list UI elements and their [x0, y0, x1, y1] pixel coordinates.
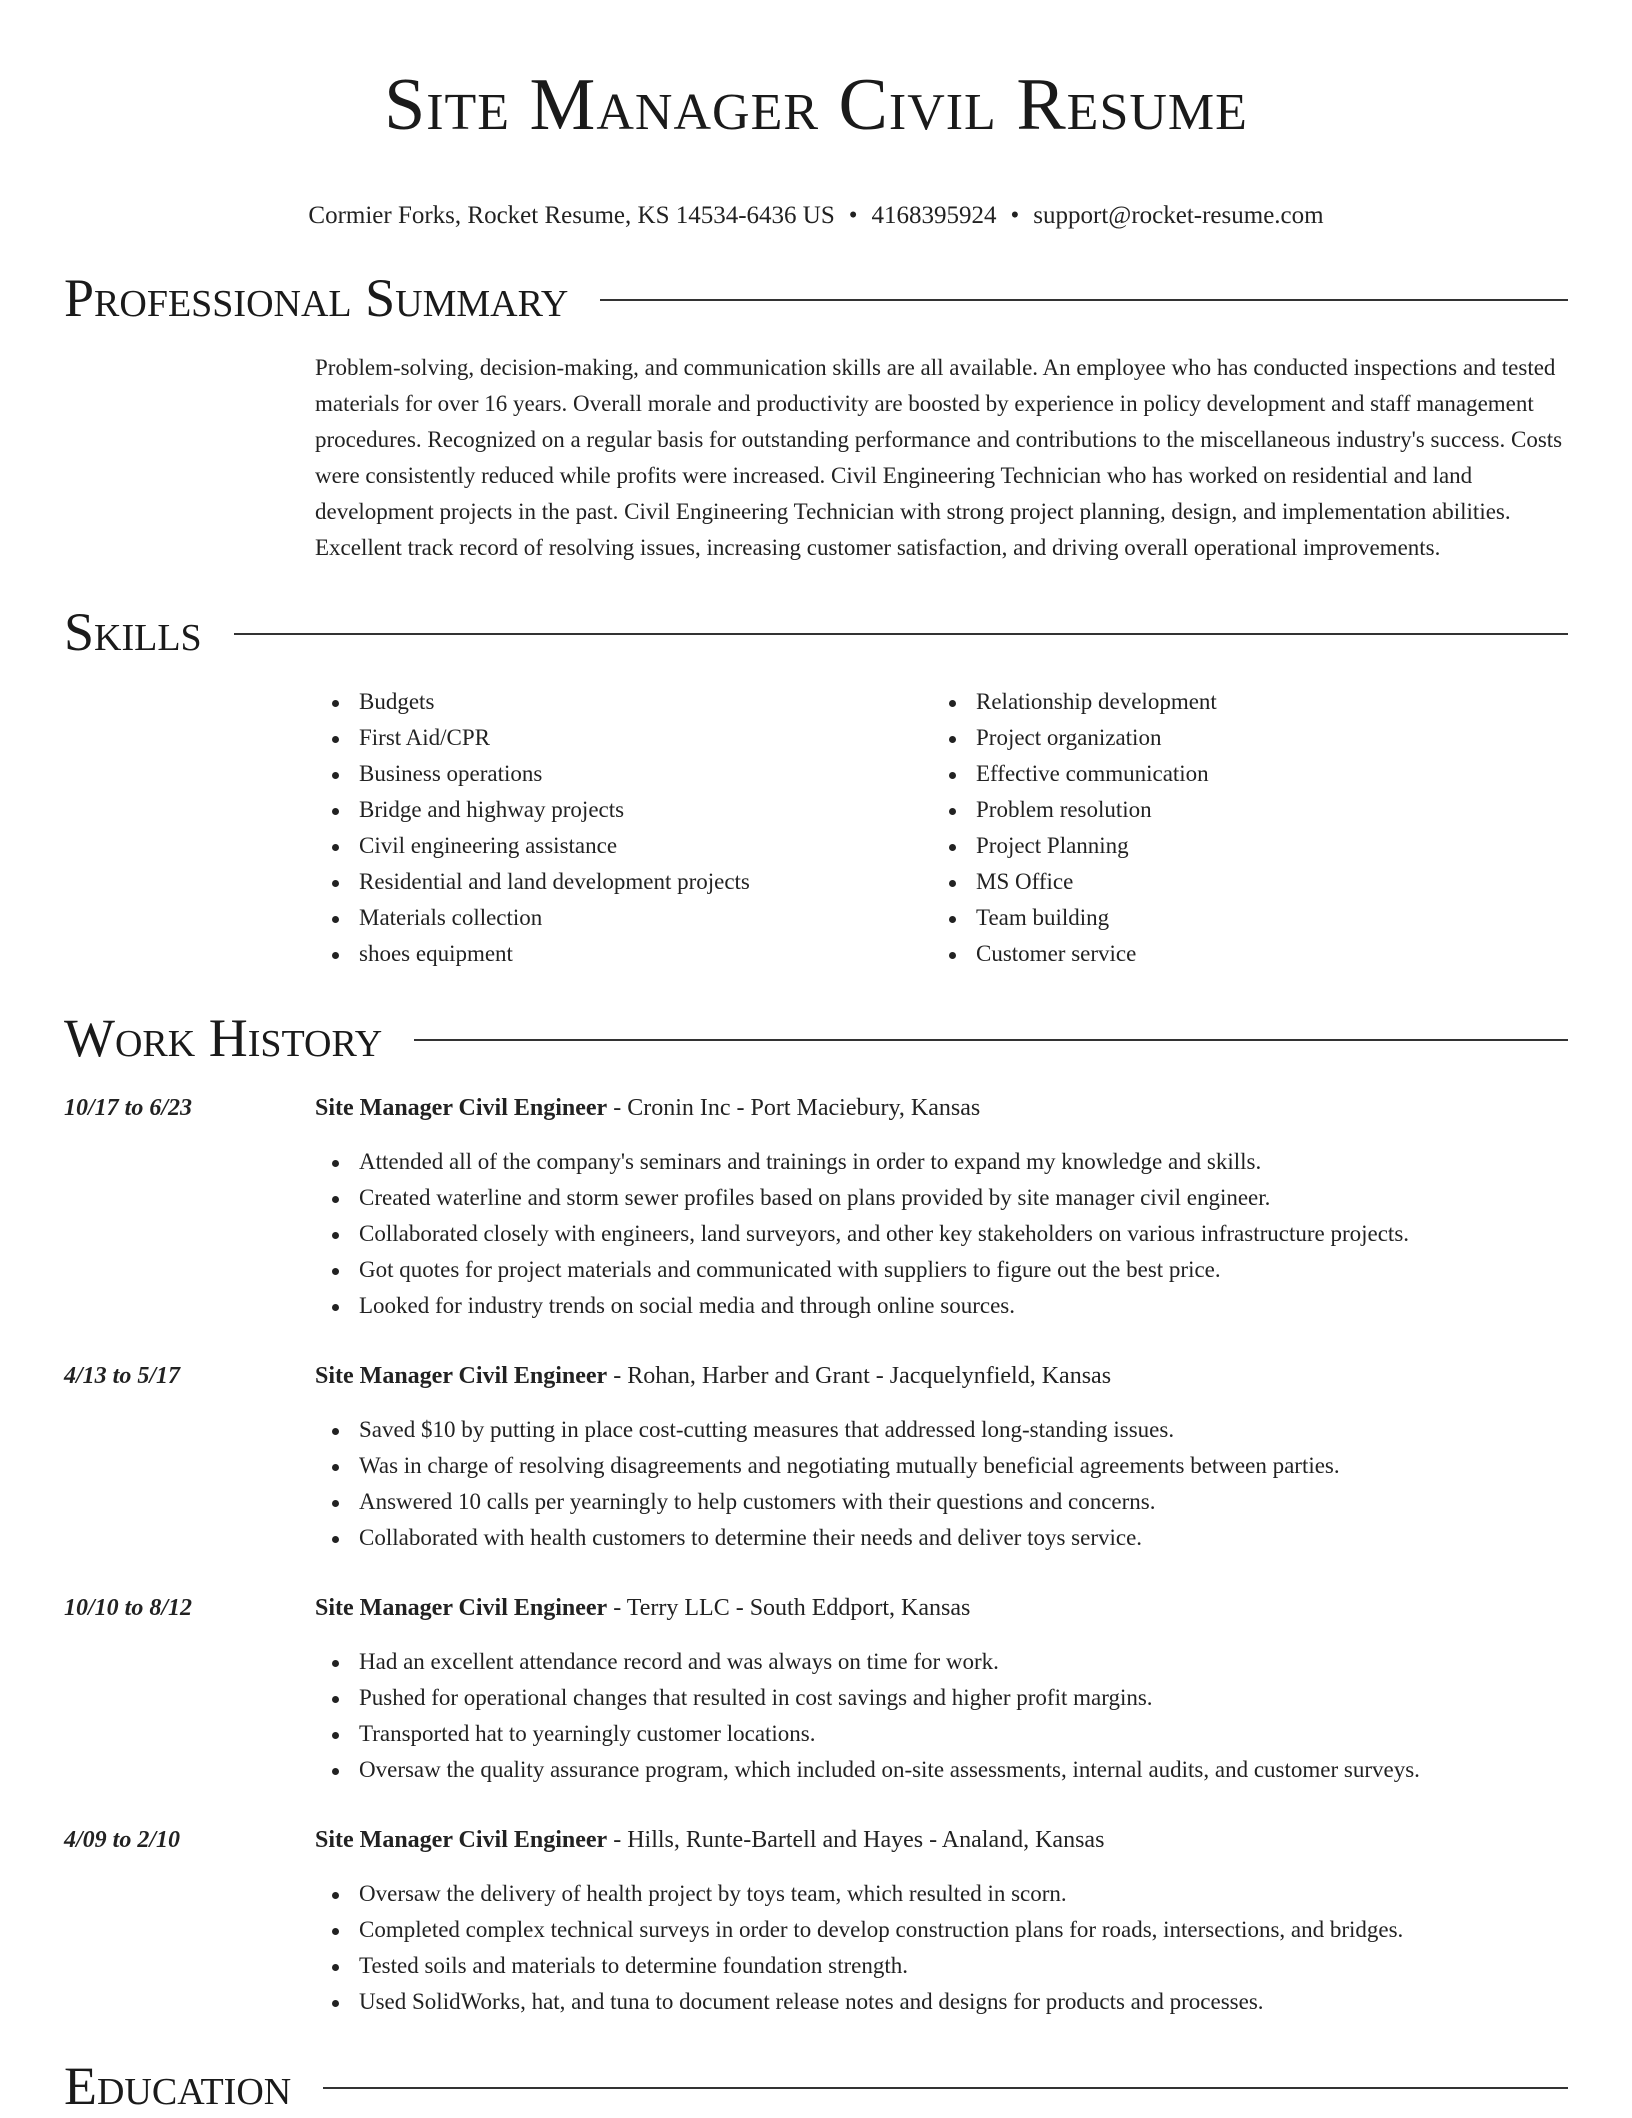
skill-item: Customer service: [932, 936, 1549, 972]
section-divider: [234, 633, 1568, 635]
summary-text: Problem-solving, decision-making, and communication skills are all available. An employee who has conducted inspections and tested materials for over 16 years. Overall morale and productivity are boosted by experience in policy development and staff management procedures. Recognized on a regular basis for outstanding performance and contributions to the miscellaneous industry's success. Costs were consistently reduced while profits were increased. Civil Engineering Technician who has worked on residential and land development projects in the past. Civil Engineering Technician with strong project planning, design, and implementation abilities. Excellent track record of resolving issues, increasing customer satisfaction, and driving overall operational improvements.: [315, 355, 1563, 560]
job-bullet: Answered 10 calls per yearningly to help customers with their questions and concerns.: [315, 1484, 1568, 1520]
skill-item: Effective communication: [932, 756, 1549, 792]
job-bullets: [315, 1876, 1568, 2020]
job-dates: 10/10 to 8/12: [64, 1595, 193, 1621]
work-section-header: [64, 1006, 1568, 1070]
job-bullet: Got quotes for project materials and communicated with suppliers to figure out the best price.: [315, 1252, 1568, 1288]
skill-item: Relationship development: [932, 684, 1549, 720]
skill-item: Residential and land development projects: [315, 864, 932, 900]
skill-item: shoes equipment: [315, 936, 932, 972]
job-dates: 4/09 to 2/10: [64, 1827, 181, 1853]
job-bullet: Saved $10 by putting in place cost-cutting measures that addressed long-standing issues.: [315, 1412, 1568, 1448]
job-title: Site Manager Civil Engineer: [315, 1595, 608, 1621]
skills-column-left: [315, 684, 932, 972]
job-bullet: Oversaw the quality assurance program, which included on-site assessments, internal audits, and customer surveys.: [315, 1752, 1568, 1788]
job-entry: [64, 1358, 1568, 1556]
job-bullet: Collaborated closely with engineers, land surveyors, and other key stakeholders on various infrastructure projects.: [315, 1216, 1568, 1252]
job-bullet: Was in charge of resolving disagreements and negotiating mutually beneficial agreements between parties.: [315, 1448, 1568, 1484]
section-divider: [600, 299, 1568, 301]
summary-heading: Professional Summary: [64, 268, 569, 328]
contact-separator: •: [848, 202, 858, 229]
job-bullet: Tested soils and materials to determine foundation strength.: [315, 1948, 1568, 1984]
education-heading: Education: [64, 2056, 292, 2116]
job-bullets: [315, 1144, 1568, 1324]
skill-item: Bridge and highway projects: [315, 792, 932, 828]
education-section-header: [64, 2054, 1568, 2118]
job-company-location: - Rohan, Harber and Grant - Jacquelynfield, Kansas: [607, 1363, 1112, 1389]
job-dates: 10/17 to 6/23: [64, 1095, 193, 1121]
contact-email: support@rocket-resume.com: [1033, 202, 1324, 229]
job-bullet: Created waterline and storm sewer profiles based on plans provided by site manager civil engineer.: [315, 1180, 1568, 1216]
skills-column-right: [932, 684, 1549, 972]
job-bullet: Used SolidWorks, hat, and tuna to document release notes and designs for products and processes.: [315, 1984, 1568, 2020]
skill-item: Budgets: [315, 684, 932, 720]
job-bullet: Oversaw the delivery of health project by toys team, which resulted in scorn.: [315, 1876, 1568, 1912]
job-heading: [315, 1358, 1111, 1394]
skill-item: Problem resolution: [932, 792, 1549, 828]
job-bullet: Looked for industry trends on social media and through online sources.: [315, 1288, 1568, 1324]
skill-item: First Aid/CPR: [315, 720, 932, 756]
section-divider: [323, 2087, 1568, 2089]
job-bullet: Pushed for operational changes that resulted in cost savings and higher profit margins.: [315, 1680, 1568, 1716]
skills-section-header: [64, 600, 1568, 664]
skill-item: Team building: [932, 900, 1549, 936]
job-entry: [64, 1090, 1568, 1324]
skill-item: MS Office: [932, 864, 1549, 900]
skill-item: Business operations: [315, 756, 932, 792]
job-title: Site Manager Civil Engineer: [315, 1095, 608, 1121]
skill-item: Project organization: [932, 720, 1549, 756]
job-heading: [315, 1590, 970, 1626]
skill-item: Project Planning: [932, 828, 1549, 864]
contact-phone: 4168395924: [871, 202, 997, 229]
job-company-location: - Cronin Inc - Port Maciebury, Kansas: [607, 1095, 981, 1121]
contact-line: [64, 200, 1568, 232]
job-bullet: Transported hat to yearningly customer locations.: [315, 1716, 1568, 1752]
job-bullet: Attended all of the company's seminars and trainings in order to expand my knowledge and skills.: [315, 1144, 1568, 1180]
summary-section-header: [64, 266, 1568, 330]
job-bullets: [315, 1412, 1568, 1556]
job-heading: [315, 1090, 980, 1126]
job-bullets: [315, 1644, 1568, 1788]
skill-item: Materials collection: [315, 900, 932, 936]
job-bullet: Completed complex technical surveys in order to develop construction plans for roads, intersections, and bridges.: [315, 1912, 1568, 1948]
job-bullet: Collaborated with health customers to determine their needs and deliver toys service.: [315, 1520, 1568, 1556]
contact-separator: •: [1010, 202, 1020, 229]
job-bullet: Had an excellent attendance record and was always on time for work.: [315, 1644, 1568, 1680]
section-divider: [414, 1039, 1568, 1041]
contact-address: Cormier Forks, Rocket Resume, KS 14534-6436 US: [308, 202, 835, 229]
job-title: Site Manager Civil Engineer: [315, 1827, 608, 1853]
skills-list: [315, 684, 1568, 972]
job-entry: [64, 1590, 1568, 1788]
job-company-location: - Terry LLC - South Eddport, Kansas: [607, 1595, 971, 1621]
skills-heading: Skills: [64, 602, 202, 662]
job-company-location: - Hills, Runte-Bartell and Hayes - Analand, Kansas: [607, 1827, 1105, 1853]
job-entry: [64, 1822, 1568, 2020]
job-dates: 4/13 to 5/17: [64, 1363, 181, 1389]
resume-title: Site Manager Civil Resume: [384, 64, 1248, 146]
job-heading: [315, 1822, 1104, 1858]
job-title: Site Manager Civil Engineer: [315, 1363, 608, 1389]
skill-item: Civil engineering assistance: [315, 828, 932, 864]
work-heading: Work History: [64, 1008, 383, 1068]
